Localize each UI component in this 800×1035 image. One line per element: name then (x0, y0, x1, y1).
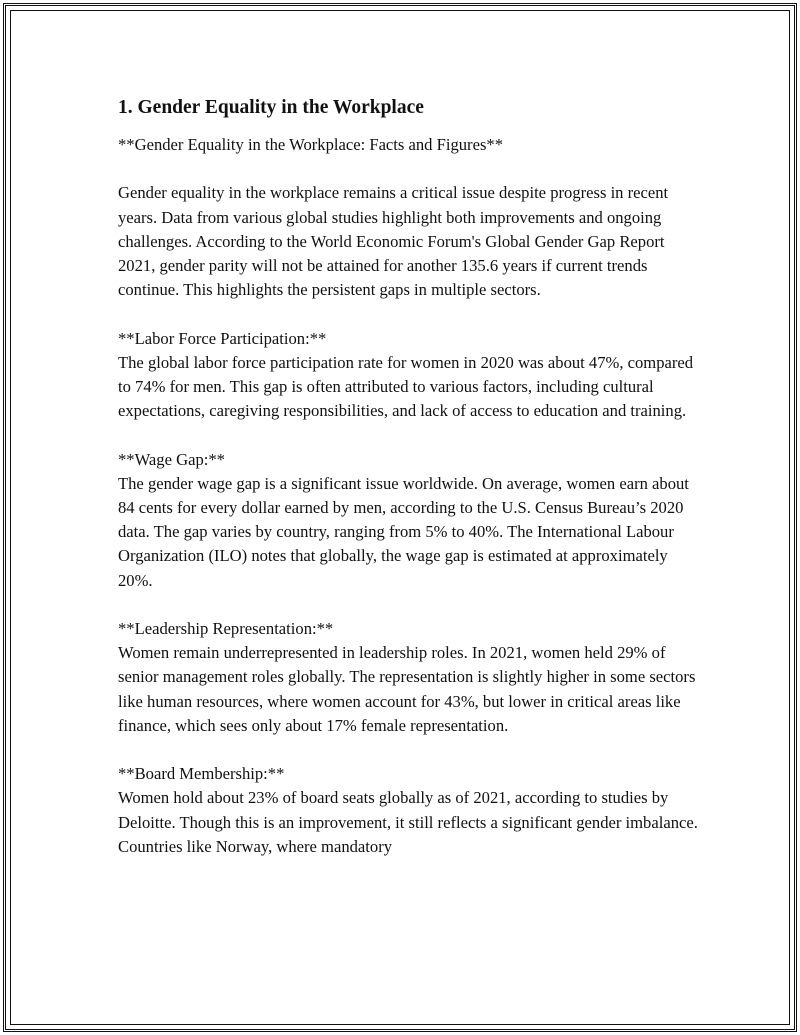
section-heading: **Wage Gap:** (118, 449, 225, 469)
section-heading: **Labor Force Participation:** (118, 328, 327, 348)
document-body (118, 95, 698, 883)
section-body: The gender wage gap is a significant issue worldwide. On average, women earn about 84 cents for every dollar earned by men, according to the U.S. Census Bureau’s 2020 data. The gap varies by country, ranging from 5% to 40%. The International Labour Organization (ILO) notes that globally, the wage gap is estimated at approximately 20%. (118, 473, 689, 590)
section-body: The global labor force participation rate for women in 2020 was about 47%, compared to 74% for men. This gap is often attributed to various factors, including cultural expectations, caregiving responsibilities, and lack of access to education and training. (118, 352, 694, 421)
section-heading: **Leadership Representation:** (118, 619, 334, 638)
section-body: Women remain underrepresented in leadership roles. In 2021, women held 29% of senior management roles globally. The representation is slightly higher in some sectors like human resources, where women account for 43%, but lower in critical areas like finance, which sees only about 17% female representation. (118, 643, 696, 735)
section-body: Women hold about 23% of board seats globally as of 2021, according to studies by Deloitte. Though this is an improvement, it still reflects a significant gender imbalance. Countries like Norway, where mandatory (118, 788, 698, 856)
section-leadership (118, 617, 698, 738)
intro-paragraph: Gender equality in the workplace remains a critical issue despite progress in recent years. Data from various global studies highlight both improvements and ongoing challenges. According to the World Economic Forum's Global Gender Gap Report 2021, gender parity will not be attained for another 135.6 years if current trends continue. This highlights the persistent gaps in multiple sectors. (118, 183, 669, 300)
section-wage-gap (118, 448, 698, 593)
section-board-membership (118, 762, 698, 859)
section-heading: **Board Membership:** (118, 764, 285, 784)
document-title: 1. Gender Equality in the Workplace (118, 97, 424, 118)
document-subtitle: **Gender Equality in the Workplace: Facts and Figures** (118, 135, 503, 154)
section-labor-force (118, 327, 698, 424)
